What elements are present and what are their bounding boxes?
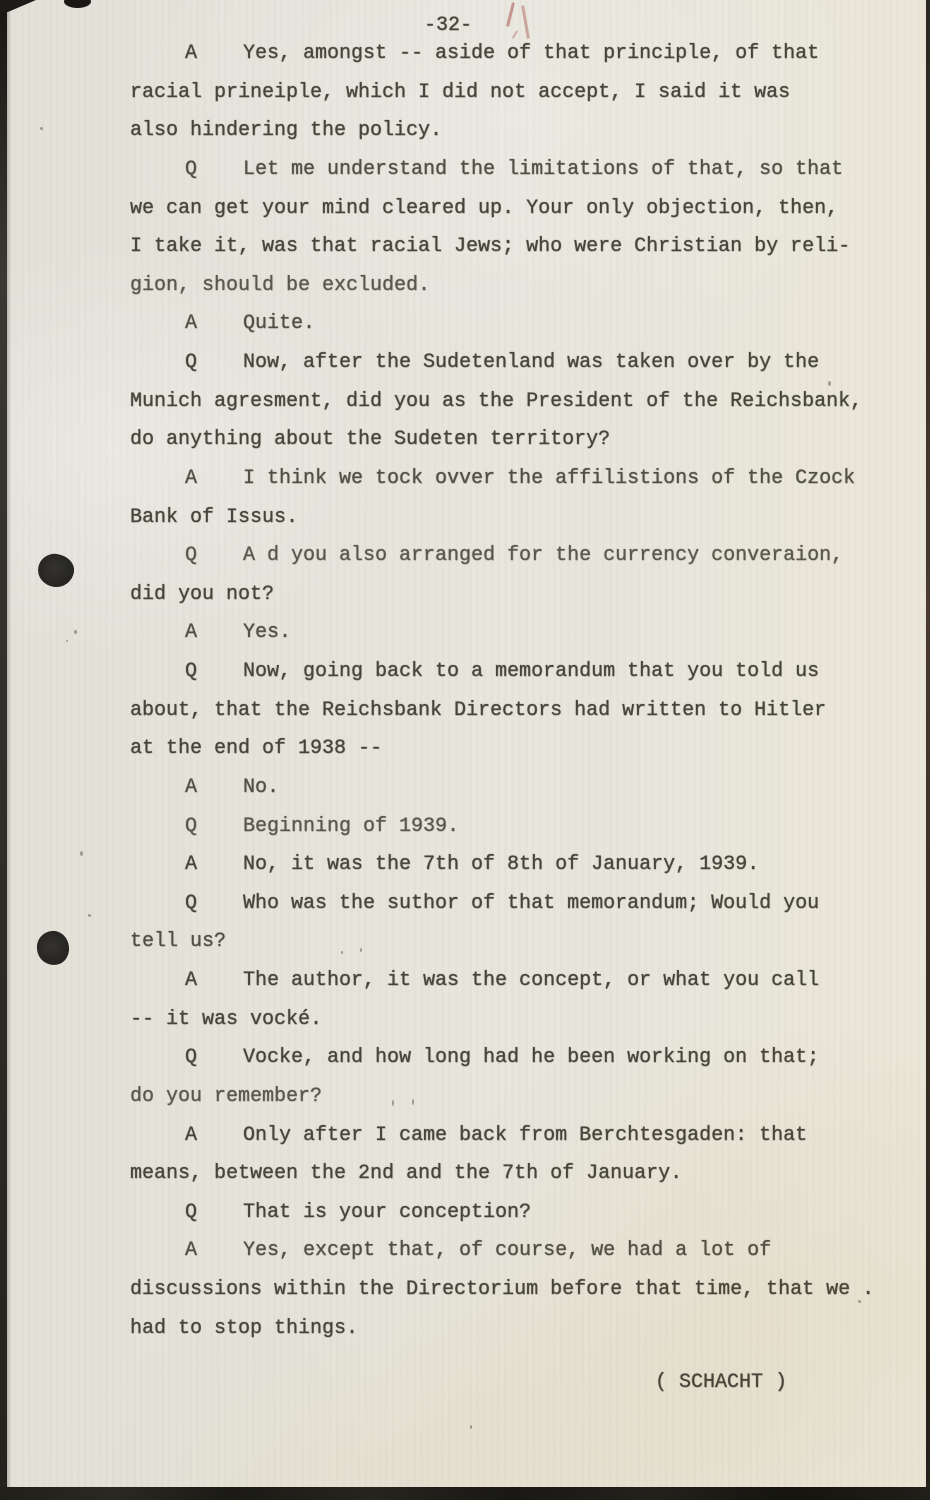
line-text: we can get your mind cleared up. Your only objection, then, (130, 196, 839, 220)
transcript (130, 42, 875, 1355)
line-text: tell us? (130, 930, 227, 954)
speaker-label: Q (185, 1046, 198, 1070)
speaker-label: Q (185, 351, 198, 374)
transcript-line (130, 621, 870, 660)
line-text: -- it was vocké. (130, 1007, 323, 1031)
speaker-label: A (185, 853, 198, 877)
line-text: also hindering the policy. (130, 119, 443, 143)
transcript-line (130, 506, 870, 545)
transcript-line (130, 1239, 870, 1278)
transcript-line (130, 158, 870, 197)
transcript-line (130, 1278, 875, 1317)
speaker-label: A (185, 1239, 198, 1263)
line-text: Now, going back to a memorandum that you told us (243, 660, 820, 683)
transcript-line (130, 699, 870, 738)
line-text: at the end of 1938 -- (130, 737, 383, 761)
transcript-line (130, 390, 870, 429)
line-text: means, between the 2nd and the 7th of January. (130, 1162, 683, 1186)
transcript-line (130, 274, 870, 313)
ink-speck (80, 851, 83, 856)
transcript-line (130, 1008, 870, 1047)
line-text: did you not? (130, 582, 275, 606)
ink-blob-top-edge (64, 0, 91, 8)
speaker-label: Q (185, 814, 198, 838)
transcript-line (130, 81, 870, 120)
line-text: discussions within the Directorium before that time, that we . (130, 1278, 875, 1301)
speaker-label: Q (185, 891, 198, 915)
line-text: gion, should be excluded. (130, 273, 431, 297)
speaker-label: Q (185, 157, 198, 181)
transcript-line (130, 428, 870, 467)
scan-corner-top-left (0, 0, 36, 12)
line-text: Yes, except that, of course, we had a lot of (243, 1239, 772, 1263)
transcript-line (130, 235, 870, 274)
line-text: Only after I came back from Berchtesgaden: that (243, 1123, 808, 1147)
line-text: Bank of Issus. (130, 505, 299, 529)
transcript-line (130, 969, 870, 1008)
line-text: Yes, amongst -- aside of that principle, of that (243, 42, 820, 65)
transcript-line (130, 583, 870, 622)
line-text: Vocke, and how long had he been working on that; (243, 1046, 820, 1070)
line-text: I think we tock ovver the affilistions of the Czock (243, 466, 856, 490)
speaker-label: A (185, 775, 198, 799)
line-text: Yes. (243, 621, 292, 645)
transcript-line (130, 1085, 870, 1124)
line-text: The author, it was the concept, or what you call (243, 969, 820, 992)
line-text: Munich agresment, did you as the President of the Reichsbank, (130, 389, 863, 413)
transcript-line (130, 892, 870, 931)
speaker-label: A (185, 42, 198, 65)
ink-speck (470, 1425, 472, 1429)
transcript-line (130, 1124, 870, 1163)
scan-edge-bottom (0, 1487, 930, 1500)
ink-speck (40, 127, 43, 130)
line-text: A d you also arranged for the currency converaion, (243, 544, 844, 568)
transcript-line (130, 1046, 870, 1085)
line-text: Let me understand the limitations of that, so that (243, 157, 844, 181)
line-text: do you remember? (130, 1084, 323, 1108)
ink-speck (88, 914, 91, 917)
red-pencil-mark (521, 5, 530, 39)
transcript-line (130, 1201, 870, 1240)
line-text: about, that the Reichsbank Directors had written to Hitler (130, 698, 827, 722)
hole-punch (35, 929, 70, 966)
transcript-line (130, 930, 870, 969)
transcript-line (130, 737, 870, 776)
speaker-label: A (185, 621, 198, 645)
line-text: Quite. (243, 312, 316, 336)
page-number: -32- (424, 14, 473, 37)
transcript-line (130, 119, 870, 158)
transcript-line (130, 1162, 870, 1201)
speaker-label: Q (185, 660, 198, 683)
transcript-line (130, 815, 870, 854)
ink-speck (74, 630, 77, 634)
red-pencil-mark (512, 30, 518, 39)
transcript-line (130, 351, 870, 390)
transcript-line (130, 853, 870, 892)
transcript-line (130, 544, 870, 583)
line-text: No. (243, 775, 280, 799)
line-text: do anything about the Sudeten territory? (130, 428, 611, 452)
line-text: Who was the suthor of that memorandum; Would you (243, 891, 820, 915)
speaker-label: A (185, 312, 198, 336)
line-text: I take it, was that racial Jews; who were Christian by reli- (130, 235, 851, 259)
transcript-line (130, 197, 870, 236)
hole-punch (36, 552, 76, 590)
line-text: racial prineiple, which I did not accept, I said it was (130, 80, 791, 104)
transcript-line (130, 1317, 870, 1356)
speaker-label: A (185, 1123, 198, 1147)
transcript-line (130, 312, 870, 351)
line-text: Now, after the Sudetenland was taken over by the (243, 351, 820, 374)
transcript-line (130, 42, 870, 81)
transcript-line (130, 467, 870, 506)
line-text: That is your conception? (243, 1200, 532, 1224)
speaker-label: Q (185, 1200, 198, 1224)
line-text: No, it was the 7th of 8th of January, 1939. (243, 853, 760, 877)
speaker-label: A (185, 466, 198, 490)
speaker-label: Q (185, 544, 198, 568)
red-pencil-mark (506, 2, 515, 27)
line-text: had to stop things. (130, 1316, 359, 1340)
scan-edge-left (0, 0, 7, 1500)
ink-speck (66, 640, 68, 642)
speaker-label: A (185, 969, 198, 992)
transcript-line (130, 776, 870, 815)
transcript-line (130, 660, 870, 699)
scan-edge-right (926, 0, 930, 1500)
signature: ( SCHACHT ) (655, 1371, 788, 1394)
line-text: Beginning of 1939. (243, 814, 460, 838)
